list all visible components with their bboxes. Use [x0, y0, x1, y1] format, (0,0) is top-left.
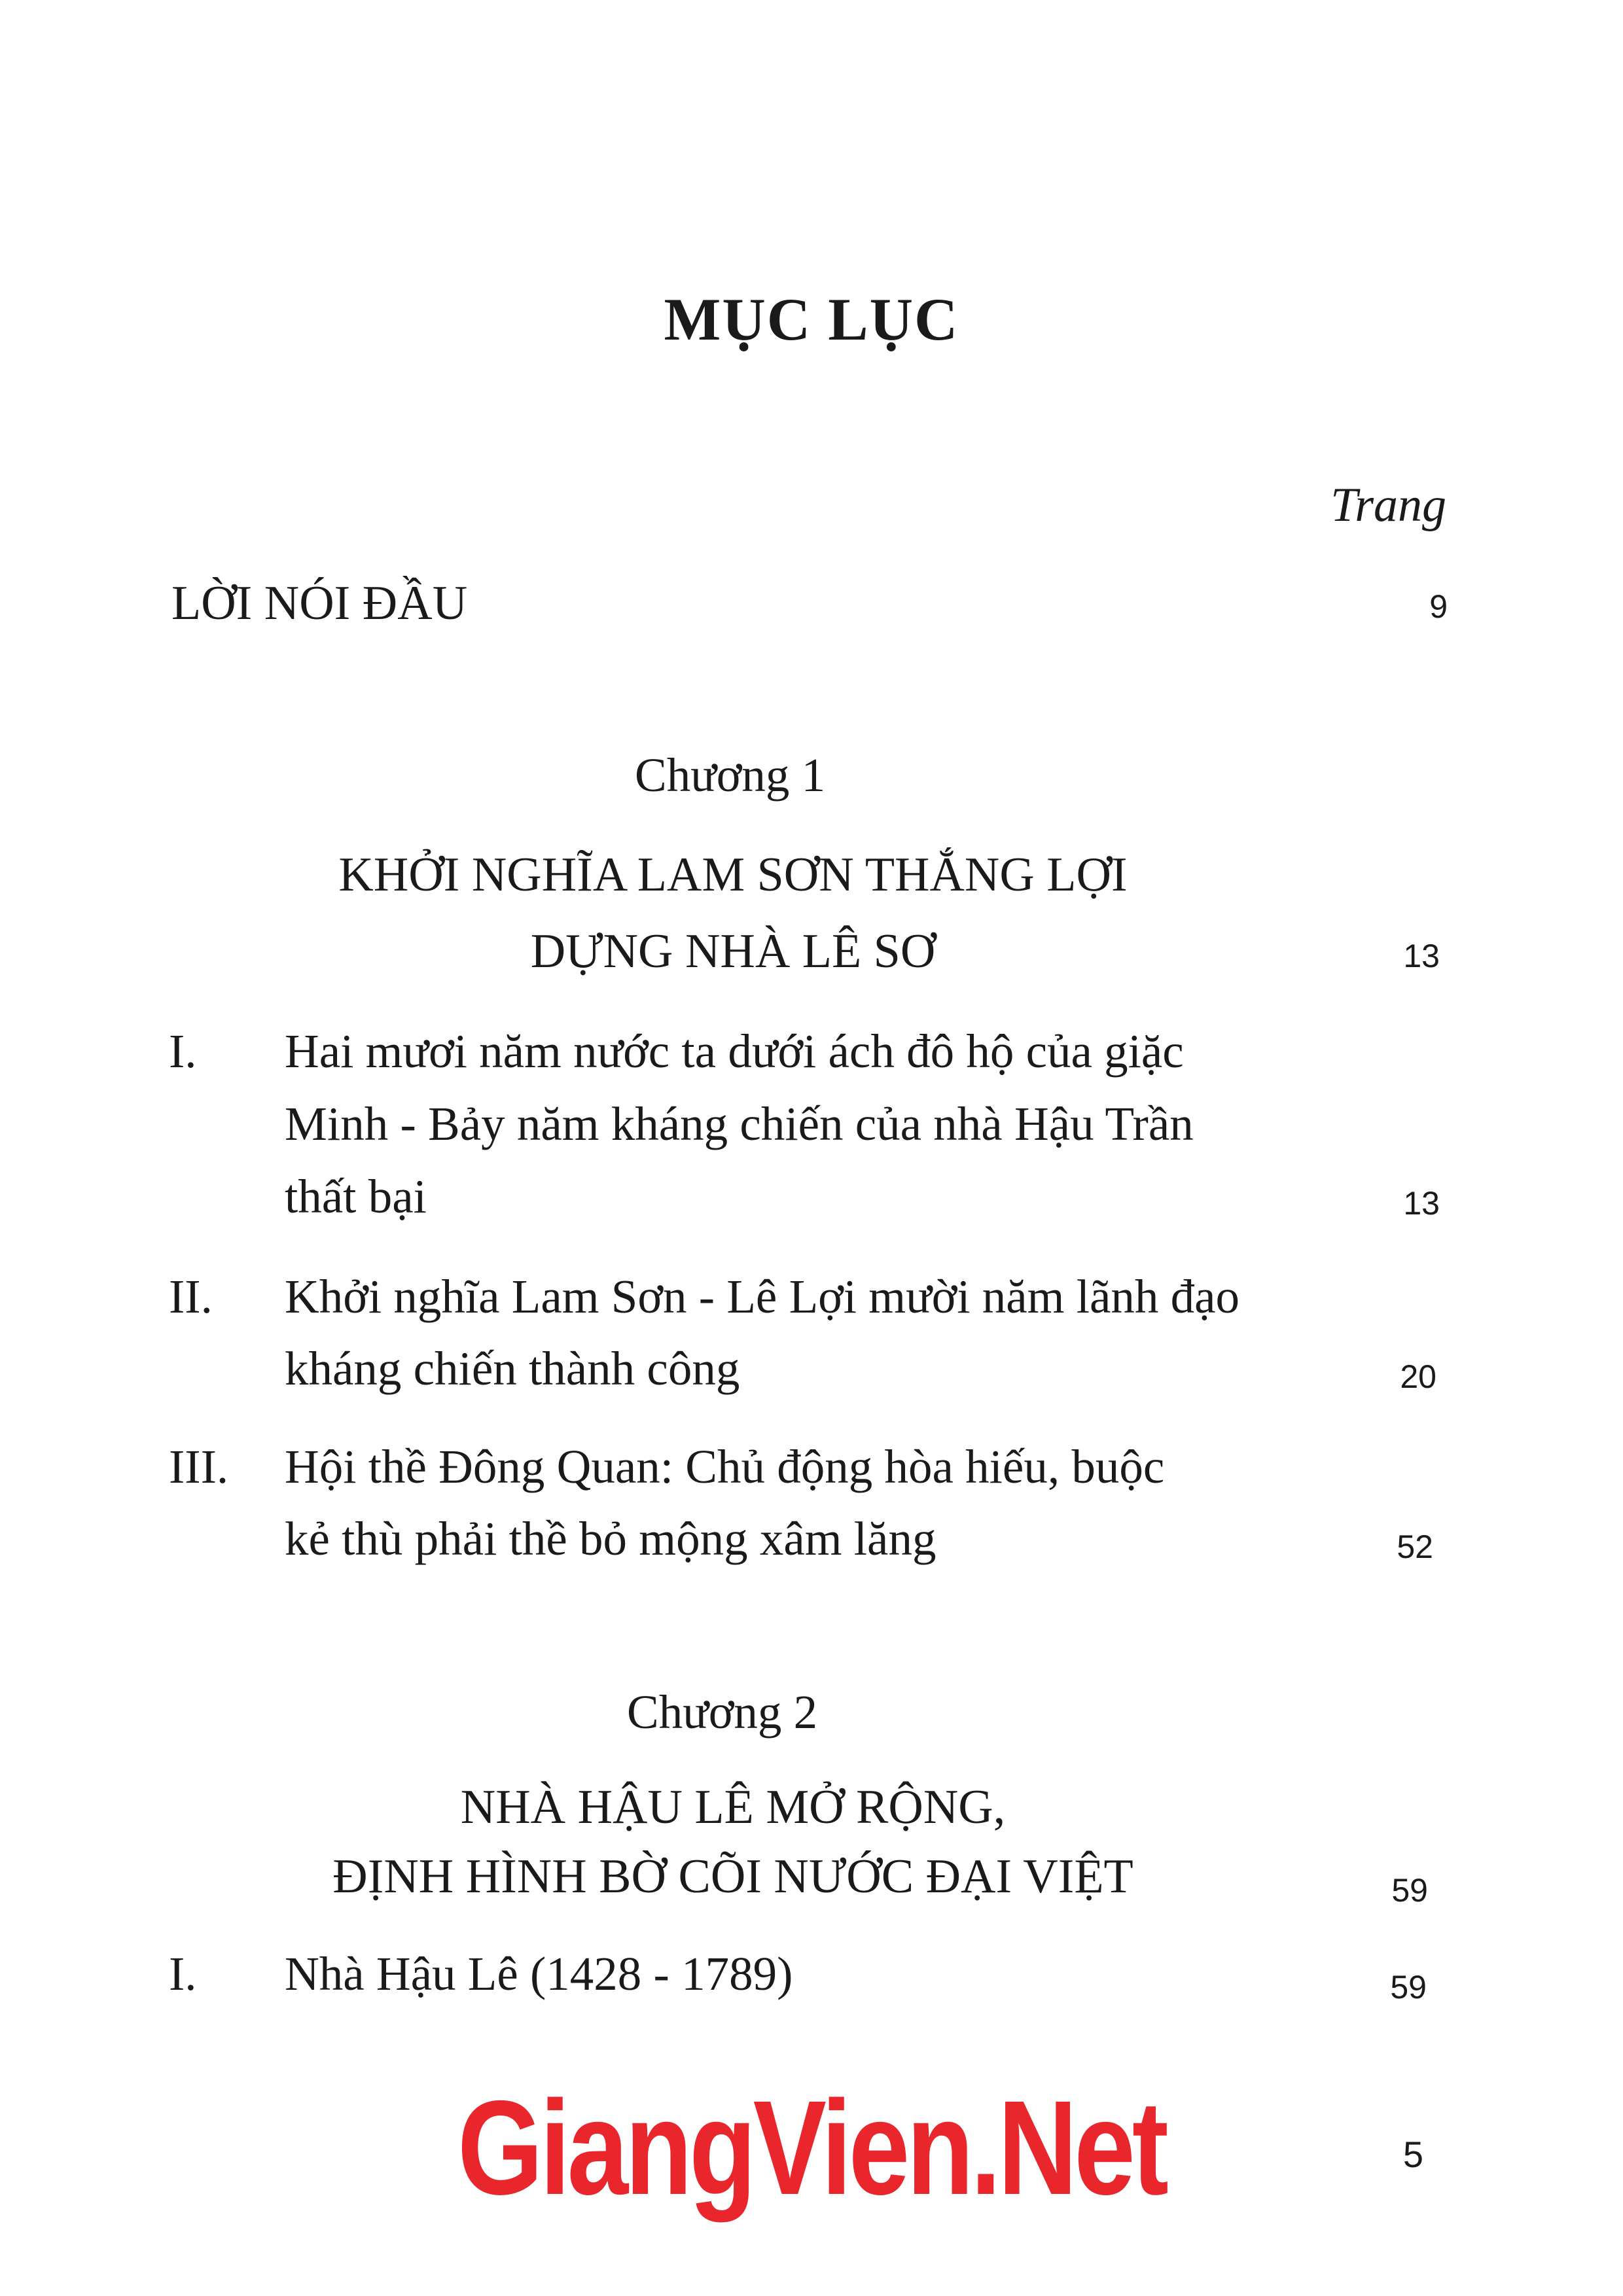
- section-1-3-page: 52: [1397, 1528, 1433, 1565]
- chapter2-page: 59: [1391, 1872, 1428, 1909]
- section-1-1-line1: Hai mươi năm nước ta dưới ách đô hộ của giặc: [285, 1025, 1184, 1078]
- page-title: MỤC LỤC: [664, 286, 959, 353]
- section-1-1-line2: Minh - Bảy năm kháng chiến của nhà Hậu Trần: [285, 1097, 1194, 1150]
- section-1-3-roman: III.: [169, 1440, 229, 1493]
- preface-label: LỜI NÓI ĐẦU: [171, 576, 468, 630]
- chapter1-page: 13: [1403, 938, 1440, 974]
- section-1-3-line2: kẻ thù phải thề bỏ mộng xâm lăng: [285, 1512, 936, 1565]
- chapter1-heading: Chương 1: [635, 749, 826, 802]
- preface-page: 9: [1429, 588, 1448, 625]
- section-2-1-line1: Nhà Hậu Lê (1428 - 1789): [285, 1947, 793, 2000]
- page-column-label: Trang: [1330, 478, 1446, 532]
- section-1-2-line1: Khởi nghĩa Lam Sơn - Lê Lợi mười năm lãnh đạo: [285, 1270, 1240, 1323]
- watermark-logo: GiangVien.Net: [457, 2073, 1166, 2223]
- section-1-1-page: 13: [1403, 1185, 1440, 1222]
- section-1-2-roman: II.: [169, 1270, 213, 1323]
- chapter1-title-line2: DỰNG NHÀ LÊ SƠ: [530, 925, 936, 978]
- section-2-1-page: 59: [1390, 1969, 1427, 2005]
- chapter2-title-line2: ĐỊNH HÌNH BỜ CÕI NƯỚC ĐẠI VIỆT: [332, 1850, 1133, 1903]
- section-1-2-line2: kháng chiến thành công: [285, 1342, 740, 1395]
- page-number: 5: [1402, 2134, 1423, 2175]
- section-1-3-line1: Hội thề Đông Quan: Chủ động hòa hiếu, buộc: [285, 1440, 1165, 1493]
- section-1-1-roman: I.: [169, 1025, 197, 1078]
- section-1-2-page: 20: [1400, 1358, 1436, 1395]
- section-1-1-line3: thất bại: [285, 1170, 427, 1223]
- chapter2-title-line1: NHÀ HẬU LÊ MỞ RỘNG,: [460, 1780, 1006, 1834]
- section-2-1-roman: I.: [169, 1947, 197, 2000]
- chapter2-heading: Chương 2: [627, 1686, 818, 1739]
- chapter1-title-line1: KHỞI NGHĨA LAM SƠN THẮNG LỢI: [338, 848, 1128, 902]
